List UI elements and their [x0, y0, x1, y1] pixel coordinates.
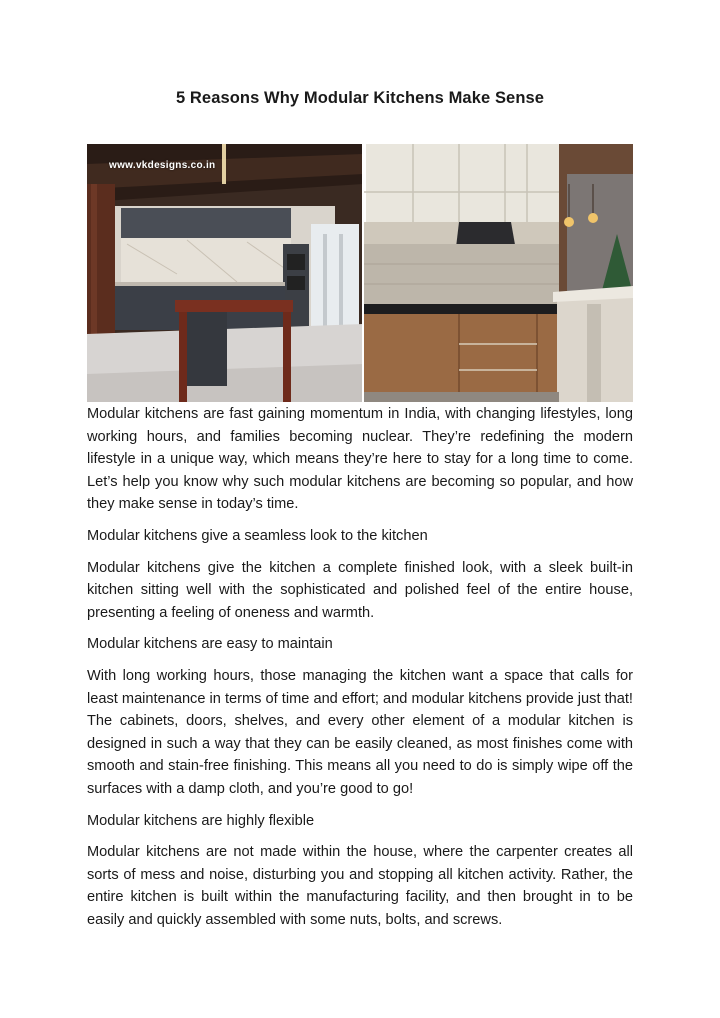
section-heading: Modular kitchens are easy to maintain — [87, 636, 333, 653]
body-paragraph: With long working hours, those managing the kitchen want a space that calls for least maintenance in terms of time and effort; and modular kitchens provide just that! The cabinets, doors, shelves, and every other element of a modular kitchen is designed in such a way that they can be easily cleaned, as most finishes come with smooth and stain-free finishing. This means all you need to do is simply wipe off the surfaces with a damp cloth, and you’re good to go! — [87, 667, 633, 797]
body-paragraph: Modular kitchens give the kitchen a complete finished look, with a sleek built-in kitchen sitting well with the sophisticated and polished feel of the entire house, presenting a feeling of oneness and warmth. — [87, 559, 633, 621]
body-paragraph: Modular kitchens are not made within the house, where the carpenter creates all sorts of mess and noise, disturbing you and stopping all kitchen activity. Rather, the entire kitchen is built within the manufacturing facility, and then brought in to be easily and quickly assembled with some nuts, bolts, and screws. — [87, 844, 633, 928]
image-watermark: www.vkdesigns.co.in — [109, 160, 216, 171]
kitchen-photo-illustration — [87, 144, 633, 402]
page-title: 5 Reasons Why Modular Kitchens Make Sense — [175, 89, 545, 107]
section-heading: Modular kitchens are highly flexible — [87, 812, 315, 829]
kitchen-photo — [87, 144, 633, 402]
section-heading: Modular kitchens give a seamless look to the kitchen — [87, 527, 428, 544]
article-body — [87, 403, 633, 940]
intro-paragraph: Modular kitchens are fast gaining momentum in India, with changing lifestyles, long working hours, and families becoming nuclear. They’re redefining the modern lifestyle in a unique way, which means they’re here to stay for a long time to come. Let’s help you know why such modular kitchens are becoming so popular, and how they make sense in today’s time. — [87, 406, 633, 513]
